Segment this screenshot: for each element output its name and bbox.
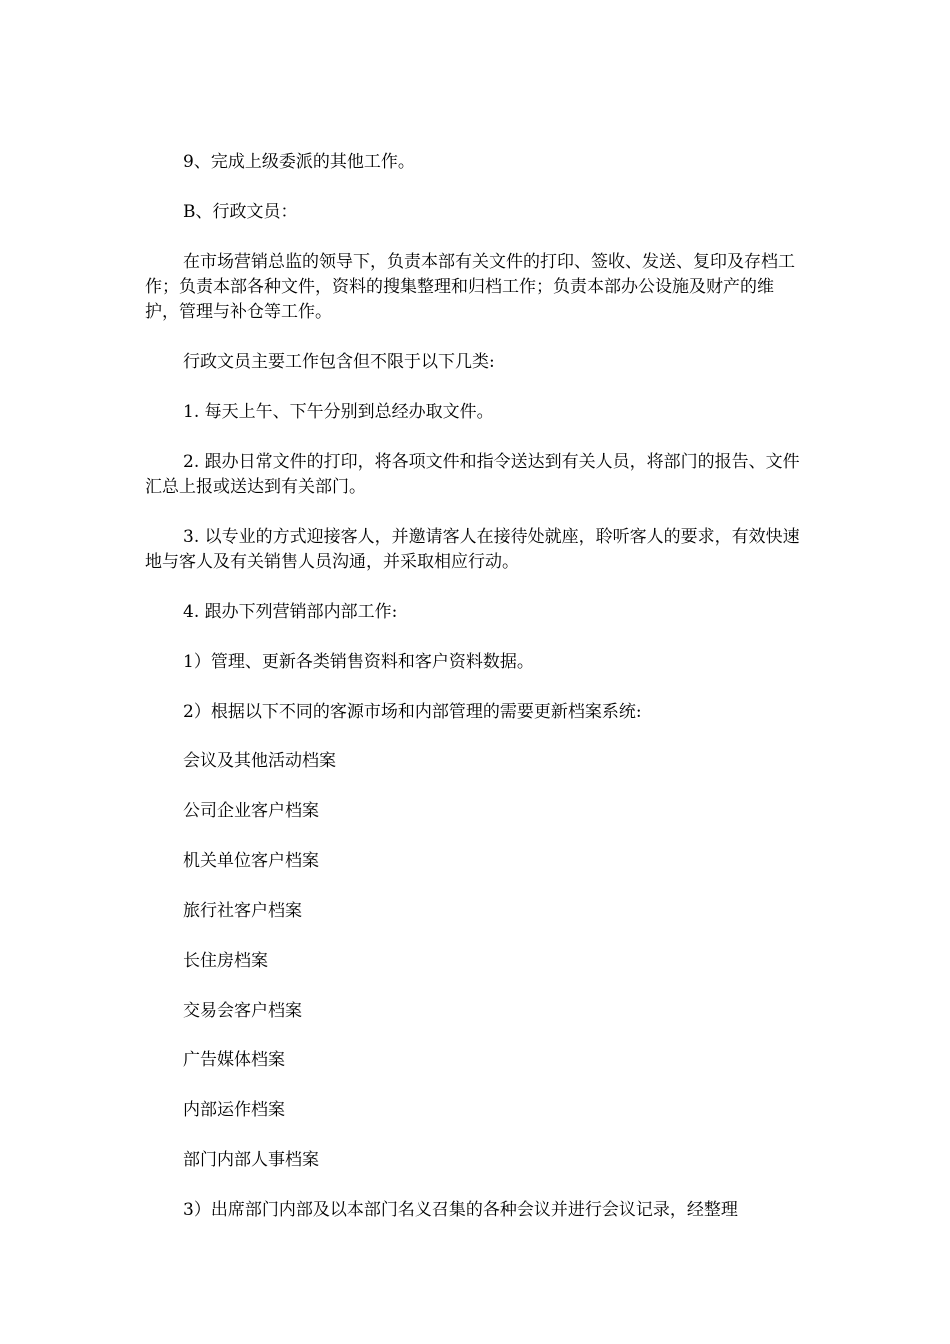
line-item-9: 9、完成上级委派的其他工作。 [183, 152, 415, 172]
archive-item: 广告媒体档案 [183, 1050, 285, 1070]
intro-paragraph: 在市场营销总监的领导下，负责本部有关文件的打印、签收、发送、复印及存档工作；负责本部各种文件，资料的搜集整理和归档工作；负责本部办公设施及财产的维护，管理与补仓等工作。 [145, 252, 795, 322]
duty-item-4: 4. 跟办下列营销部内部工作: [183, 602, 398, 622]
archive-item: 内部运作档案 [183, 1100, 285, 1120]
sub-item-2: 2）根据以下不同的客源市场和内部管理的需要更新档案系统: [183, 702, 642, 722]
archive-item: 长住房档案 [183, 951, 268, 971]
archive-item: 交易会客户档案 [183, 1001, 302, 1021]
duty-item-2: 2. 跟办日常文件的打印，将各项文件和指令送达到有关人员，将部门的报告、文件汇总上报或送达到有关部门。 [145, 452, 800, 497]
archive-item: 旅行社客户档案 [183, 901, 302, 921]
sub-item-1: 1）管理、更新各类销售资料和客户资料数据。 [183, 652, 534, 672]
duty-item-3: 3. 以专业的方式迎接客人，并邀请客人在接待处就座，聆听客人的要求，有效快速地与客人及有关销售人员沟通，并采取相应行动。 [145, 527, 800, 572]
sub-item-3: 3）出席部门内部及以本部门名义召集的各种会议并进行会议记录，经整理 [183, 1200, 738, 1220]
archive-item: 机关单位客户档案 [183, 851, 319, 871]
duty-item-1: 1. 每天上午、下午分别到总经办取文件。 [183, 402, 494, 422]
archive-item: 会议及其他活动档案 [183, 751, 336, 771]
archive-item: 部门内部人事档案 [183, 1150, 319, 1170]
duties-intro: 行政文员主要工作包含但不限于以下几类: [183, 352, 495, 372]
archive-item: 公司企业客户档案 [183, 801, 319, 821]
section-b-title: B、行政文员： [183, 202, 298, 222]
